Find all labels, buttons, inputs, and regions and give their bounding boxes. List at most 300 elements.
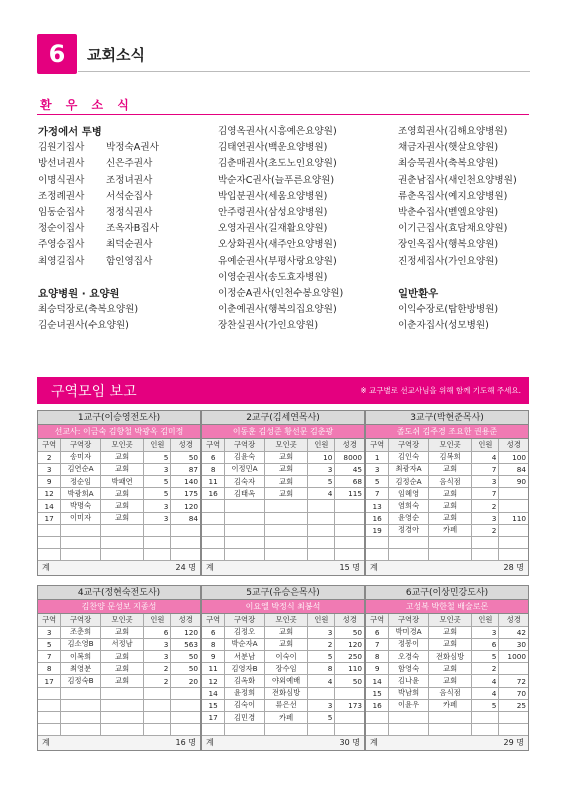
column-header: 구역 [202, 439, 225, 451]
table-cell: 김윤숙 [225, 451, 264, 463]
district-report-table [202, 439, 364, 561]
table-cell: 120 [171, 500, 200, 512]
hospital-patients-column [218, 124, 388, 334]
table-row [366, 724, 528, 736]
table-cell: 교회 [100, 512, 144, 524]
district-title: 4교구(정현숙전도사) [38, 586, 200, 600]
table-cell [38, 687, 61, 699]
table-cell [61, 724, 100, 736]
table-cell: 250 [335, 651, 364, 663]
hospital-patients-column-2 [398, 124, 533, 334]
table-row [366, 663, 528, 675]
table-cell: 3 [38, 626, 61, 638]
table-cell: 2 [144, 663, 171, 675]
patient-name: 이춘예권사(행복의집요양원) [218, 304, 337, 316]
table-cell [308, 512, 335, 524]
patient-name: 장찬실권사(가인요양원) [218, 320, 319, 332]
table-cell [171, 712, 200, 724]
patient-name: 오상화권사(새주안요양병원) [218, 239, 337, 251]
table-cell [308, 537, 335, 549]
table-cell: 8 [202, 463, 225, 475]
table-cell [389, 549, 428, 561]
patient-name: 최승덕장로(축복요양원) [38, 304, 139, 316]
table-cell: 오경숙 [389, 651, 428, 663]
table-cell [61, 537, 100, 549]
table-cell [100, 712, 144, 724]
table-cell [202, 524, 225, 536]
table-cell: 교회 [428, 626, 472, 638]
table-cell: 6 [144, 626, 171, 638]
table-cell: 15 [366, 687, 389, 699]
table-cell: 7 [472, 463, 499, 475]
table-cell: 교회 [428, 500, 472, 512]
table-row [202, 524, 364, 536]
table-cell: 3 [472, 626, 499, 638]
table-cell: 17 [38, 675, 61, 687]
table-row [366, 675, 528, 687]
district-group-table [37, 410, 201, 576]
patient-name: 김태연권사(백운요양병원) [218, 142, 328, 154]
table-cell: 3 [308, 699, 335, 711]
table-cell: 70 [499, 687, 528, 699]
patient-name: 안주령권사(삼성요양병원) [218, 206, 328, 218]
patient-name: 주영승집사 [38, 239, 85, 251]
table-cell: 17 [202, 712, 225, 724]
table-cell: 84 [499, 463, 528, 475]
patient-name: 이정순A권사(인천수봉요양원) [218, 287, 344, 299]
patient-name: 최승묵권사(축복요양원) [398, 158, 499, 170]
table-cell: 류은선 [264, 699, 308, 711]
patient-name: 박춘수집사(벧엘요양원) [398, 206, 499, 218]
district-report-title: 구역모임 보고 [51, 384, 137, 400]
district-title: 6교구(이상민강도사) [366, 586, 528, 600]
table-cell [308, 500, 335, 512]
table-cell: 100 [499, 451, 528, 463]
table-cell: 3 [308, 463, 335, 475]
table-cell: 박광희A [61, 488, 100, 500]
table-cell: 68 [335, 476, 364, 488]
table-cell: 6 [202, 626, 225, 638]
table-cell: 교회 [264, 476, 308, 488]
table-cell: 교회 [100, 488, 144, 500]
table-row [202, 537, 364, 549]
table-cell: 11 [202, 663, 225, 675]
table-cell: 72 [499, 675, 528, 687]
patient-row [38, 173, 218, 189]
district-report-table [366, 614, 528, 736]
table-row [202, 724, 364, 736]
table-cell [171, 687, 200, 699]
patient-row [38, 140, 218, 156]
table-row [366, 651, 528, 663]
table-cell: 4 [472, 675, 499, 687]
total-value: 29 명 [503, 738, 524, 748]
table-row [38, 476, 200, 488]
table-cell [335, 500, 364, 512]
table-cell [499, 549, 528, 561]
table-cell [100, 699, 144, 711]
table-cell: 박명숙 [61, 500, 100, 512]
table-cell [61, 549, 100, 561]
table-cell [335, 712, 364, 724]
table-cell [264, 537, 308, 549]
table-row [38, 537, 200, 549]
table-cell: 16 [202, 488, 225, 500]
table-header-row [38, 614, 200, 626]
table-cell: 염희숙 [389, 500, 428, 512]
table-cell [264, 500, 308, 512]
table-cell: 교회 [264, 626, 308, 638]
patient-row [38, 205, 218, 221]
table-cell: 7 [38, 651, 61, 663]
column-header: 성경 [335, 614, 364, 626]
table-cell: 3 [38, 463, 61, 475]
patient-name: 함인영집사 [106, 255, 153, 267]
patient-row [38, 254, 218, 270]
table-cell: 5 [366, 476, 389, 488]
table-cell: 20 [171, 675, 200, 687]
table-row [366, 712, 528, 724]
table-row [202, 500, 364, 512]
table-cell [389, 712, 428, 724]
column-header: 구역 [38, 439, 61, 451]
patient-name: 유예순권사(부평사랑요양원) [218, 255, 337, 267]
table-cell [389, 724, 428, 736]
table-row [366, 626, 528, 638]
district-leaders: 이동훈 김성준 황선문 김춘광 [202, 425, 364, 439]
table-cell: 윤영순 [389, 512, 428, 524]
column-header: 모인곳 [264, 439, 308, 451]
table-cell: 이숙이 [264, 651, 308, 663]
table-row [202, 512, 364, 524]
table-row [366, 463, 528, 475]
table-cell: 25 [499, 699, 528, 711]
table-cell: 김영자B [225, 663, 264, 675]
table-cell: 3 [144, 651, 171, 663]
home-patients-heading: 가정에서 투병 [38, 126, 102, 138]
table-cell [38, 524, 61, 536]
patient-name: 박정숙A권사 [106, 142, 159, 154]
table-cell: 17 [38, 512, 61, 524]
table-cell: 김연순A [61, 463, 100, 475]
table-cell [144, 699, 171, 711]
table-cell [499, 712, 528, 724]
column-header: 구역장 [389, 439, 428, 451]
table-cell: 5 [472, 699, 499, 711]
table-cell: 3 [144, 638, 171, 650]
table-cell: 3 [366, 463, 389, 475]
table-row [38, 626, 200, 638]
table-cell: 윤정희 [225, 687, 264, 699]
table-row [366, 488, 528, 500]
patient-name: 박순자C권사(늘푸른요양원) [218, 174, 335, 186]
table-row [366, 524, 528, 536]
patient-name: 방선녀권사 [38, 158, 85, 170]
table-cell [144, 524, 171, 536]
home-patients-column [38, 124, 218, 334]
table-cell [225, 549, 264, 561]
column-header: 인원 [308, 614, 335, 626]
patient-name: 최덕순권사 [106, 239, 153, 251]
column-header: 인원 [144, 614, 171, 626]
table-cell: 30 [499, 638, 528, 650]
table-cell: 김옥화 [225, 675, 264, 687]
table-cell: 최영분 [61, 663, 100, 675]
district-total-row [366, 736, 528, 750]
table-cell: 5 [144, 476, 171, 488]
table-cell: 조춘희 [61, 626, 100, 638]
total-value: 16 명 [175, 738, 196, 748]
column-header: 성경 [499, 614, 528, 626]
table-cell: 7 [472, 488, 499, 500]
table-cell [38, 699, 61, 711]
table-row [366, 476, 528, 488]
table-cell [100, 687, 144, 699]
table-row [38, 712, 200, 724]
table-cell: 야외예배 [264, 675, 308, 687]
table-cell: 84 [171, 512, 200, 524]
table-cell: 9 [366, 663, 389, 675]
table-cell: 교회 [428, 663, 472, 675]
patient-name: 이영순권사(송도효자병원) [218, 271, 328, 283]
table-cell [335, 724, 364, 736]
table-row [202, 663, 364, 675]
district-group-table [201, 410, 365, 576]
table-cell: 이정민A [225, 463, 264, 475]
district-total-row [38, 736, 200, 750]
table-row [202, 549, 364, 561]
table-cell: 1 [366, 451, 389, 463]
column-header: 구역 [202, 614, 225, 626]
table-cell [335, 512, 364, 524]
table-cell: 50 [335, 626, 364, 638]
table-row [202, 463, 364, 475]
patient-name: 조영희권사(김해요양병원) [398, 126, 508, 137]
patient-name: 서석순집사 [106, 190, 153, 202]
column-header: 모인곳 [264, 614, 308, 626]
column-header: 성경 [499, 439, 528, 451]
total-value: 24 명 [175, 563, 196, 573]
table-row [38, 699, 200, 711]
table-row [38, 488, 200, 500]
column-header: 인원 [308, 439, 335, 451]
patient-name: 이춘자집사(성모병원) [398, 320, 489, 332]
table-cell: 교회 [100, 675, 144, 687]
table-row [366, 549, 528, 561]
table-cell: 9 [38, 476, 61, 488]
table-cell: 김복희 [428, 451, 472, 463]
patient-name: 김춘매권사(초도노인요양원) [218, 158, 337, 170]
table-cell: 음식점 [428, 476, 472, 488]
table-cell [499, 500, 528, 512]
column-header: 성경 [171, 614, 200, 626]
table-cell: 5 [144, 451, 171, 463]
table-row [202, 712, 364, 724]
table-row [38, 663, 200, 675]
table-cell [428, 724, 472, 736]
table-cell: 교회 [100, 451, 144, 463]
district-total-row [202, 736, 364, 750]
table-cell: 교회 [264, 451, 308, 463]
patients-section-title: 환 우 소 식 [40, 98, 134, 112]
patient-name: 이익수장로(탑한방병원) [398, 304, 499, 316]
patient-name: 장인옥집사(행복요양원) [398, 239, 499, 251]
table-cell: 120 [171, 626, 200, 638]
table-cell: 8 [308, 663, 335, 675]
table-cell: 2 [38, 451, 61, 463]
table-cell: 12 [38, 488, 61, 500]
table-row [366, 451, 528, 463]
table-cell: 4 [308, 488, 335, 500]
table-cell: 50 [171, 451, 200, 463]
table-cell [428, 537, 472, 549]
table-cell [38, 712, 61, 724]
table-cell [38, 537, 61, 549]
table-cell [225, 724, 264, 736]
table-cell: 14 [38, 500, 61, 512]
table-cell [202, 537, 225, 549]
table-cell: 교회 [428, 638, 472, 650]
table-cell: 정순임 [61, 476, 100, 488]
table-row [38, 549, 200, 561]
district-report-note: ※ 교구별로 선교사님을 위해 함께 기도해 주세요. [360, 386, 521, 395]
district-leaders: 김찬양 문성보 지종성 [38, 600, 200, 614]
patient-name: 정순이집사 [38, 223, 85, 235]
table-cell [335, 524, 364, 536]
patient-row [38, 189, 218, 205]
table-cell [61, 712, 100, 724]
district-leaders: 선교사: 이금숙 김향철 박광옥 김미정 [38, 425, 200, 439]
table-cell: 173 [335, 699, 364, 711]
table-cell [264, 524, 308, 536]
table-cell [389, 537, 428, 549]
table-cell: 2 [472, 500, 499, 512]
table-cell [202, 512, 225, 524]
table-cell: 90 [499, 476, 528, 488]
table-cell [366, 724, 389, 736]
table-cell: 8 [202, 638, 225, 650]
table-cell: 3 [472, 476, 499, 488]
table-cell [308, 724, 335, 736]
patient-row [38, 237, 218, 253]
table-cell [499, 488, 528, 500]
table-cell: 임혜영 [389, 488, 428, 500]
district-title: 1교구(이승영전도사) [38, 411, 200, 425]
district-report-table [202, 614, 364, 736]
total-value: 28 명 [503, 563, 524, 573]
column-header: 모인곳 [100, 614, 144, 626]
table-row [202, 626, 364, 638]
table-cell: 이윤우 [389, 699, 428, 711]
total-value: 30 명 [339, 738, 360, 748]
column-header: 구역장 [61, 439, 100, 451]
table-cell [100, 549, 144, 561]
table-cell [202, 549, 225, 561]
patient-name: 조옥자B집사 [106, 223, 159, 235]
table-row [202, 476, 364, 488]
column-header: 모인곳 [428, 614, 472, 626]
patients-section-divider [37, 114, 529, 115]
table-cell: 3 [144, 512, 171, 524]
table-row [38, 524, 200, 536]
table-cell [264, 724, 308, 736]
page-title: 교회소식 [87, 45, 145, 64]
total-label: 계 [370, 563, 378, 573]
table-cell [61, 687, 100, 699]
table-cell: 87 [171, 463, 200, 475]
patient-name: 조정례권사 [38, 190, 85, 202]
table-cell [499, 724, 528, 736]
table-cell: 서분남 [225, 651, 264, 663]
table-cell [428, 549, 472, 561]
patient-name: 임동순집사 [38, 206, 85, 218]
table-cell: 교회 [428, 675, 472, 687]
table-cell: 16 [366, 512, 389, 524]
table-cell: 6 [366, 626, 389, 638]
district-report-table [38, 614, 200, 736]
table-cell [308, 524, 335, 536]
table-header-row [38, 439, 200, 451]
patient-name: 조정녀권사 [106, 174, 153, 186]
table-cell: 박패연 [100, 476, 144, 488]
district-leaders: 고성복 박한철 배술로몬 [366, 600, 528, 614]
table-row [38, 500, 200, 512]
table-cell [202, 500, 225, 512]
table-cell [335, 549, 364, 561]
district-group-table [37, 585, 201, 751]
table-cell: 김태옥 [225, 488, 264, 500]
table-cell [61, 699, 100, 711]
table-row [202, 451, 364, 463]
patient-name: 류춘옥집사(예지요양병원) [398, 190, 508, 202]
table-cell [144, 724, 171, 736]
table-cell: 5 [38, 638, 61, 650]
district-group-table [365, 585, 529, 751]
table-cell: 카페 [264, 712, 308, 724]
table-cell [264, 512, 308, 524]
column-header: 성경 [335, 439, 364, 451]
table-cell: 음식점 [428, 687, 472, 699]
patient-name: 최영길집사 [38, 255, 85, 267]
table-cell [171, 699, 200, 711]
table-cell: 50 [171, 663, 200, 675]
table-cell [144, 549, 171, 561]
table-cell: 14 [366, 675, 389, 687]
table-cell: 3 [472, 512, 499, 524]
table-row [202, 488, 364, 500]
table-cell: 교회 [100, 500, 144, 512]
table-cell: 45 [335, 463, 364, 475]
patient-row [38, 221, 218, 237]
table-cell [171, 549, 200, 561]
table-cell: 교회 [428, 488, 472, 500]
table-cell [38, 724, 61, 736]
table-cell: 6 [472, 638, 499, 650]
table-cell: 19 [366, 524, 389, 536]
table-cell: 박순자A [225, 638, 264, 650]
table-row [38, 512, 200, 524]
table-row [366, 537, 528, 549]
table-cell [225, 512, 264, 524]
table-cell: 8 [366, 651, 389, 663]
table-row [38, 675, 200, 687]
table-cell: 박미경A [389, 626, 428, 638]
table-cell: 서정남 [100, 638, 144, 650]
table-cell: 김나윤 [389, 675, 428, 687]
table-header-row [366, 614, 528, 626]
table-cell [472, 724, 499, 736]
district-total-row [38, 561, 200, 575]
